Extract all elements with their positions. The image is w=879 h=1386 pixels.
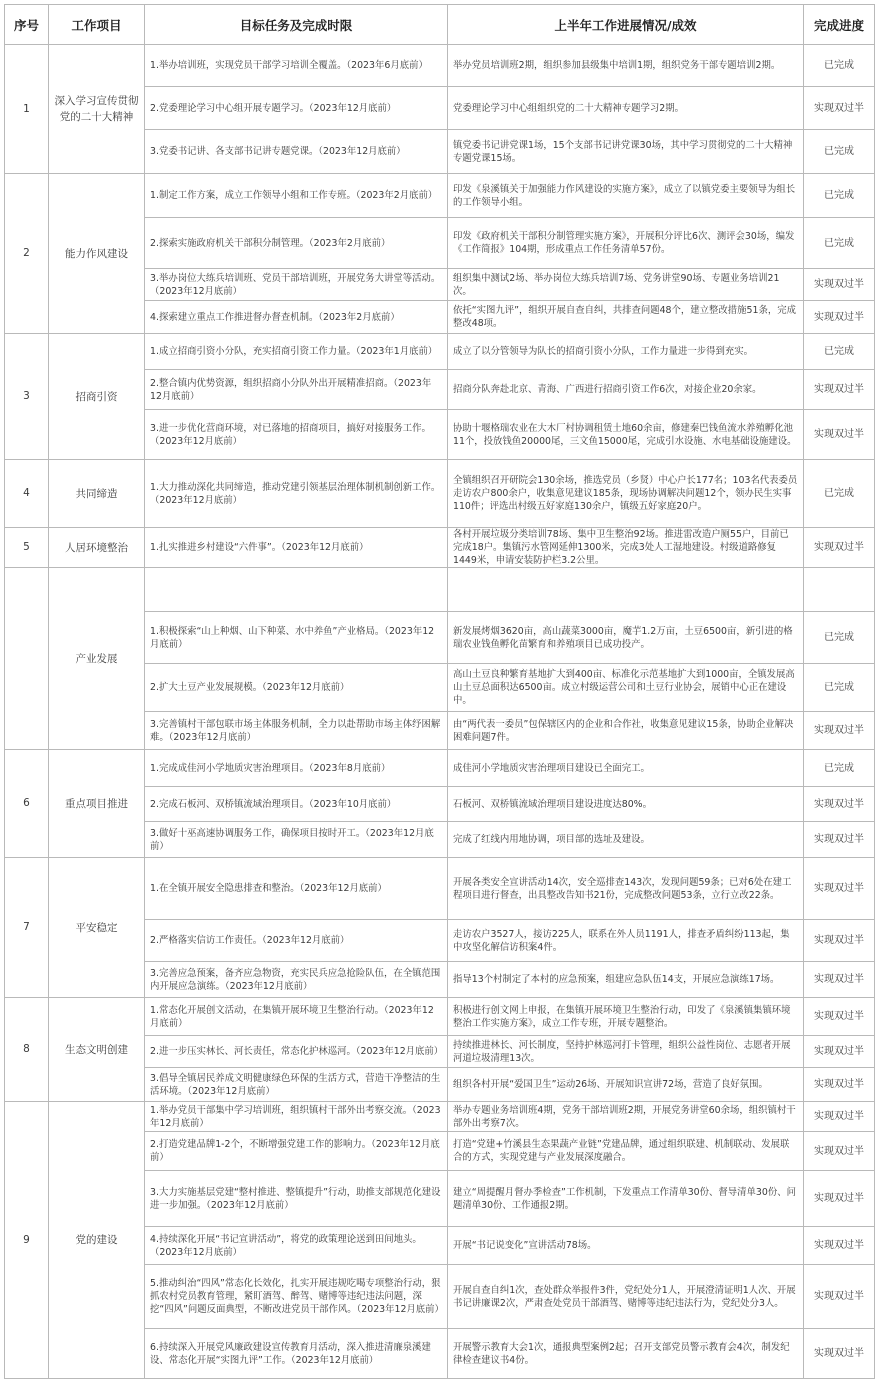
status-cell: 实现双过半: [804, 962, 875, 998]
work-project: 平安稳定: [49, 858, 145, 998]
progress-cell: 石板河、双桥镇流域治理项目建设进度达80%。: [448, 787, 804, 822]
progress-cell: 组织集中测试2场、举办岗位大练兵培训7场、党务讲堂90场、专题业务培训21次。: [448, 269, 804, 301]
task-cell: 2.严格落实信访工作责任。（2023年12月底前）: [145, 920, 448, 962]
progress-cell: 持续推进林长、河长制度，坚持护林巡河打卡管理，组织公益性岗位、志愿者开展河道垃圾清理13次。: [448, 1036, 804, 1068]
task-cell: 3.大力实施基层党建“整村推进、整镇提升”行动，助推支部规范化建设进一步加强。（2023年12月底前）: [145, 1171, 448, 1227]
work-project: 共同缔造: [49, 460, 145, 528]
progress-cell: [448, 568, 804, 612]
progress-cell: 举办党员培训班2期，组织参加县级集中培训1期，组织党务干部专题培训2期。: [448, 45, 804, 87]
work-project: 生态文明创建: [49, 998, 145, 1102]
status-cell: 实现双过半: [804, 920, 875, 962]
progress-cell: 印发《泉溪镇关于加强能力作风建设的实施方案》，成立了以镇党委主要领导为组长的工作领导小组。: [448, 174, 804, 218]
status-cell: 实现双过半: [804, 858, 875, 920]
progress-cell: 打造“党建+竹溪县生态果蔬产业链”党建品牌，通过组织联建、机制联动、发展联合的方式，实现党建与产业发展深度融合。: [448, 1132, 804, 1171]
progress-cell: 依托“实图九评”，组织开展自查自纠，共排查问题48个，建立整改措施51条，完成整改48项。: [448, 301, 804, 334]
table-row: [5, 858, 875, 920]
task-cell: 3.完善镇村干部包联市场主体服务机制，全力以赴帮助市场主体纾困解难。（2023年12月底前）: [145, 712, 448, 750]
task-cell: 1.常态化开展创文活动，在集镇开展环境卫生整治行动。（2023年12月底前）: [145, 998, 448, 1036]
status-cell: 已完成: [804, 334, 875, 370]
row-index: 8: [5, 998, 49, 1102]
table-row: [5, 460, 875, 528]
status-cell: 实现双过半: [804, 1171, 875, 1227]
status-cell: 实现双过半: [804, 301, 875, 334]
status-cell: 已完成: [804, 174, 875, 218]
task-cell: 1.积极探索“山上种烟、山下种菜、水中养鱼”产业格局。（2023年12月底前）: [145, 612, 448, 664]
progress-cell: 全镇组织召开研院会130余场，推选党员（乡贤）中心户长177名；103名代表委员走访农户800余户，收集意见建议185条，现场协调解决问题12个，领办民生实事110件；评选出村级五好家庭130余户，镇级五好家庭20户。: [448, 460, 804, 528]
progress-cell: 高山土豆良种繁育基地扩大到400亩、标准化示范基地扩大到1000亩，全镇发展高山土豆总面积达6500亩。成立村级运营公司和土豆行业协会，展销中心正在建设中。: [448, 664, 804, 712]
status-cell: 已完成: [804, 612, 875, 664]
status-cell: 实现双过半: [804, 87, 875, 130]
status-cell: 实现双过半: [804, 712, 875, 750]
table-row: [5, 174, 875, 218]
work-project: 能力作风建设: [49, 174, 145, 334]
task-cell: 1.在全镇开展安全隐患排查和整治。（2023年12月底前）: [145, 858, 448, 920]
progress-cell: 建立“周提醒月督办季检查”工作机制，下发重点工作清单30份、督导清单30份、问题清单30份、工作通报2期。: [448, 1171, 804, 1227]
status-cell: 实现双过半: [804, 1132, 875, 1171]
task-cell: 2.完成石板河、双桥镇流域治理项目。（2023年10月底前）: [145, 787, 448, 822]
task-cell: 6.持续深入开展党风廉政建设宣传教育月活动，深入推进清廉泉溪建设、常态化开展“实图九评”工作。（2023年12月底前）: [145, 1329, 448, 1379]
task-cell: 2.整合镇内优势资源，组织招商小分队外出开展精准招商。（2023年12月底前）: [145, 370, 448, 410]
task-cell: 3.举办岗位大练兵培训班、党员干部培训班，开展党务大讲堂等活动。（2023年12月底前）: [145, 269, 448, 301]
progress-cell: 党委理论学习中心组组织党的二十大精神专题学习2期。: [448, 87, 804, 130]
status-cell: 实现双过半: [804, 1102, 875, 1132]
progress-cell: 招商分队奔赴北京、青海、广西进行招商引资工作6次，对接企业20余家。: [448, 370, 804, 410]
task-cell: 3.倡导全镇居民养成文明健康绿色环保的生活方式，营造干净整洁的生活环境。（2023年12月底前）: [145, 1068, 448, 1102]
progress-cell: 协助十堰格瑞农业在大木厂村协调租赁土地60余亩，修建秦巴钱鱼流水养殖孵化池11个，投放钱鱼20000尾，三文鱼15000尾，完成引水设施、水电基础设施建设。: [448, 410, 804, 460]
status-cell: 已完成: [804, 664, 875, 712]
task-cell: 2.探索实施政府机关干部积分制管理。（2023年2月底前）: [145, 218, 448, 269]
task-cell: 4.探索建立重点工作推进督办督查机制。（2023年2月底前）: [145, 301, 448, 334]
progress-cell: 开展警示教育大会1次，通报典型案例2起；召开支部党员警示教育会4次，制发纪律检查建议书4份。: [448, 1329, 804, 1379]
status-cell: 实现双过半: [804, 822, 875, 858]
status-cell: 已完成: [804, 750, 875, 787]
progress-cell: 印发《政府机关干部积分制管理实施方案》，开展积分评比6次、测评会30场，编发《工作简报》104期，形成重点工作任务清单57份。: [448, 218, 804, 269]
task-cell: 1.举办培训班，实现党员干部学习培训全覆盖。（2023年6月底前）: [145, 45, 448, 87]
work-project: 招商引资: [49, 334, 145, 460]
task-cell: [145, 568, 448, 612]
work-project: 党的建设: [49, 1102, 145, 1379]
progress-cell: 开展各类安全宣讲活动14次，安全巡排查143次，发现问题59条；已对6处在建工程项目进行督查，出具整改告知书21份，完成整改问题53条，立行立改22条。: [448, 858, 804, 920]
task-cell: 1.大力推动深化共同缔造，推动党建引领基层治理体制机制创新工作。（2023年12月底前）: [145, 460, 448, 528]
work-project: 深入学习宣传贯彻党的二十大精神: [49, 45, 145, 174]
task-cell: 1.成立招商引资小分队，充实招商引资工作力量。（2023年1月底前）: [145, 334, 448, 370]
status-cell: 实现双过半: [804, 1265, 875, 1329]
progress-cell: 走访农户3527人，接访225人，联系在外人员1191人，排查矛盾纠纷113起，集中攻坚化解信访积案4件。: [448, 920, 804, 962]
table-row: [5, 1102, 875, 1132]
progress-cell: 完成了红线内用地协调，项目部的选址及建设。: [448, 822, 804, 858]
status-cell: [804, 568, 875, 612]
status-cell: 实现双过半: [804, 1068, 875, 1102]
row-index: 1: [5, 45, 49, 174]
table-header-row: [5, 5, 875, 45]
progress-cell: 各村开展垃圾分类培训78场、集中卫生整治92场。推进雷改造户厕55户，目前已完成18户。集镇污水管网延伸1300米，完成3处人工湿地建设。村级道路修复1449米，申请安装防护栏3.2公里。: [448, 528, 804, 568]
table-row: [5, 750, 875, 787]
progress-cell: 成佳河小学地质灾害治理项目建设已全面完工。: [448, 750, 804, 787]
status-cell: 实现双过半: [804, 1036, 875, 1068]
table-body: [5, 45, 875, 1379]
status-cell: 已完成: [804, 460, 875, 528]
task-cell: 3.完善应急预案，备齐应急物资，充实民兵应急抢险队伍，在全镇范围内开展应急演练。（2023年12月底前）: [145, 962, 448, 998]
table-row: [5, 528, 875, 568]
header-progress: 上半年工作进展情况/成效: [448, 5, 804, 45]
table-row: [5, 998, 875, 1036]
work-progress-table: [4, 4, 875, 1379]
table-row: [5, 334, 875, 370]
status-cell: 已完成: [804, 218, 875, 269]
header-task: 目标任务及完成时限: [145, 5, 448, 45]
task-cell: 5.推动纠治“四风”常态化长效化，扎实开展违规吃喝专项整治行动，狠抓农村党员教育管理，紧盯酒驾、醉驾、赌博等违纪违法问题，深挖“四风”问题反面典型，不断改进党员干部作风。（2023年12月底前）: [145, 1265, 448, 1329]
task-cell: 1.完成成佳河小学地质灾害治理项目。（2023年8月底前）: [145, 750, 448, 787]
work-project: 重点项目推进: [49, 750, 145, 858]
progress-cell: 积极进行创文网上申报，在集镇开展环境卫生整治行动，印发了《泉溪镇集镇环境整治工作实施方案》，成立工作专班，开展专题整治。: [448, 998, 804, 1036]
row-index: 7: [5, 858, 49, 998]
status-cell: 实现双过半: [804, 528, 875, 568]
task-cell: 1.扎实推进乡村建设“六件事”。（2023年12月底前）: [145, 528, 448, 568]
task-cell: 1.制定工作方案，成立工作领导小组和工作专班。（2023年2月底前）: [145, 174, 448, 218]
progress-cell: 组织各村开展“爱国卫生”运动26场、开展知识宣讲72场，营造了良好氛围。: [448, 1068, 804, 1102]
row-index: 2: [5, 174, 49, 334]
task-cell: 4.持续深化开展“书记宣讲活动”，将党的政策理论送到田间地头。（2023年12月底前）: [145, 1227, 448, 1265]
progress-cell: 开展“书记说变化”宣讲活动78场。: [448, 1227, 804, 1265]
progress-cell: 指导13个村制定了本村的应急预案，组建应急队伍14支，开展应急演练17场。: [448, 962, 804, 998]
table-row: [5, 45, 875, 87]
row-index: 3: [5, 334, 49, 460]
progress-cell: 成立了以分管领导为队长的招商引资小分队，工作力量进一步得到充实。: [448, 334, 804, 370]
status-cell: 实现双过半: [804, 410, 875, 460]
task-cell: 3.进一步优化营商环境，对已落地的招商项目，搞好对接服务工作。（2023年12月底前）: [145, 410, 448, 460]
progress-cell: 开展自查自纠1次，查处群众举报件3件，党纪处分1人，开展澄清证明1人次、开展书记讲廉课2次，严肃查处党员干部酒驾、赌博等违纪违法行为，党纪处分3人。: [448, 1265, 804, 1329]
task-cell: 2.进一步压实林长、河长责任，常态化护林巡河。（2023年12月底前）: [145, 1036, 448, 1068]
status-cell: 已完成: [804, 130, 875, 174]
task-cell: 2.党委理论学习中心组开展专题学习。（2023年12月底前）: [145, 87, 448, 130]
task-cell: 2.扩大土豆产业发展规模。（2023年12月底前）: [145, 664, 448, 712]
row-index: 9: [5, 1102, 49, 1379]
progress-cell: 举办专题业务培训班4期，党务干部培训班2期，开展党务讲堂60余场，组织镇村干部外出考察7次。: [448, 1102, 804, 1132]
status-cell: 实现双过半: [804, 1329, 875, 1379]
work-project: 产业发展: [49, 568, 145, 750]
table-row: [5, 568, 875, 612]
progress-cell: 镇党委书记讲党课1场，15个支部书记讲党课30场，其中学习贯彻党的二十大精神专题党课15场。: [448, 130, 804, 174]
header-project: 工作项目: [49, 5, 145, 45]
task-cell: 3.党委书记讲、各支部书记讲专题党课。（2023年12月底前）: [145, 130, 448, 174]
status-cell: 实现双过半: [804, 269, 875, 301]
row-index: [5, 568, 49, 750]
work-project: 人居环境整治: [49, 528, 145, 568]
status-cell: 实现双过半: [804, 998, 875, 1036]
row-index: 6: [5, 750, 49, 858]
status-cell: 已完成: [804, 45, 875, 87]
status-cell: 实现双过半: [804, 1227, 875, 1265]
progress-cell: 新发展烤烟3620亩，高山蔬菜3000亩，魔芋1.2万亩，土豆6500亩，新引进的格瑞农业钱鱼孵化苗繁育和养殖项目已成功投产。: [448, 612, 804, 664]
progress-cell: 由“两代表一委员”包保辖区内的企业和合作社，收集意见建议15条，协助企业解决困难问题7件。: [448, 712, 804, 750]
row-index: 5: [5, 528, 49, 568]
row-index: 4: [5, 460, 49, 528]
task-cell: 1.举办党员干部集中学习培训班，组织镇村干部外出考察交流。（2023年12月底前）: [145, 1102, 448, 1132]
header-index: 序号: [5, 5, 49, 45]
task-cell: 2.打造党建品牌1-2个，不断增强党建工作的影响力。（2023年12月底前）: [145, 1132, 448, 1171]
status-cell: 实现双过半: [804, 370, 875, 410]
task-cell: 3.做好十巫高速协调服务工作，确保项目按时开工。（2023年12月底前）: [145, 822, 448, 858]
header-status: 完成进度: [804, 5, 875, 45]
status-cell: 实现双过半: [804, 787, 875, 822]
